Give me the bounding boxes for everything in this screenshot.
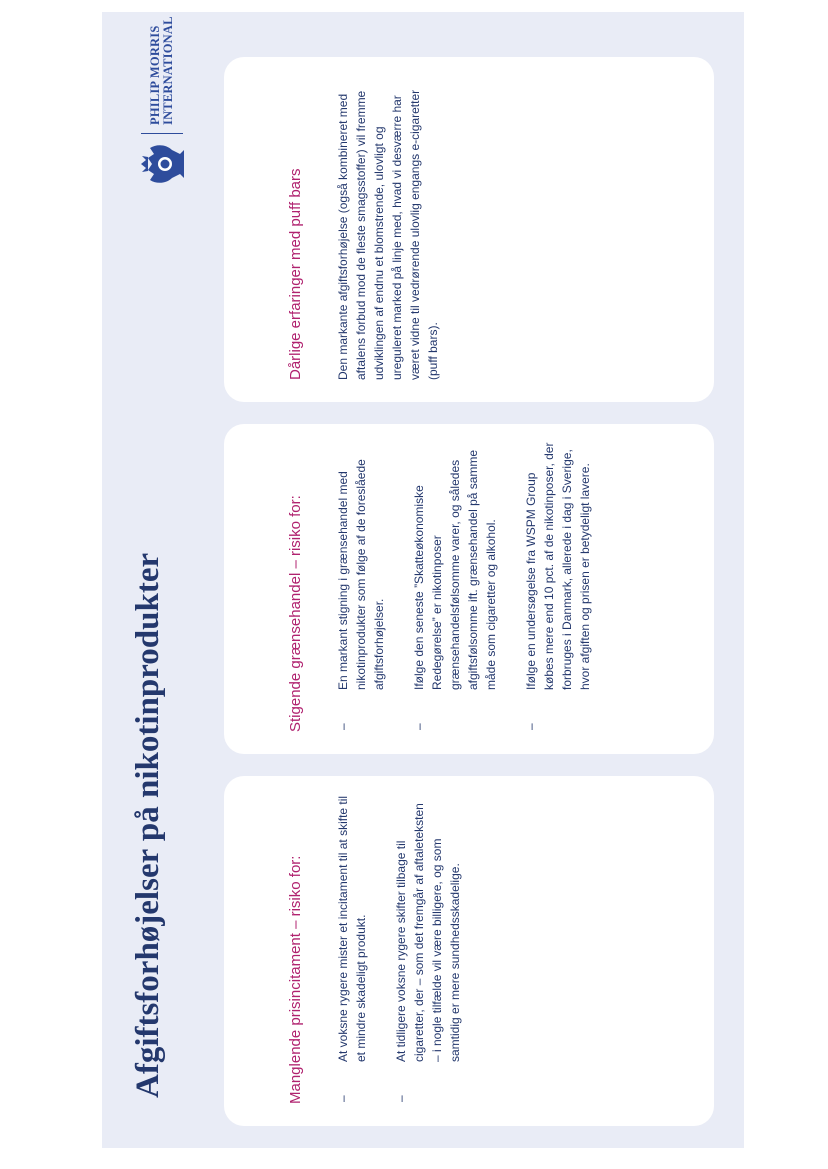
slide-content	[102, 12, 744, 1148]
list-item	[522, 442, 594, 732]
list-item	[334, 442, 388, 732]
logo-line-1: PHILIP MORRIS	[148, 25, 162, 125]
list-item	[392, 794, 464, 1104]
logo-text	[149, 16, 175, 125]
bullet-text: Ifølge den seneste ”Skatteøkonomiske Redegørelse” er nikotinposer grænsehandelsfølsomme varer, og således afgiftsfølsomme ift. grænsehandel på samme måde som cigaretter og alkohol.	[412, 449, 498, 690]
slide	[102, 12, 744, 1148]
panel-price-incentive	[224, 776, 714, 1126]
bullet-text: At voksne rygere mister et incitament til at skifte til et mindre skadeligt produkt.	[336, 795, 368, 1062]
panel-heading: Stigende grænsehandel – risiko for:	[287, 495, 304, 732]
pmi-crest-icon	[136, 140, 188, 188]
bullet-text: En markant stigning i grænsehandel med nikotinprodukter som følge af de foreslåede afgiftsforhøjelser.	[336, 459, 386, 690]
panel-border-trade	[224, 424, 714, 754]
bullet-list	[334, 794, 464, 1104]
panel-heading: Dårlige erfaringer med puff bars	[287, 168, 304, 380]
pmi-logo	[132, 16, 192, 188]
bullet-text: At tidligere voksne rygere skifter tilbage til cigaretter, der – som det fremgår af aftaleteksten – i nogle tilfælde vil være billigere, og som samtidig er mere sundhedsskadelige.	[394, 803, 462, 1062]
panel-heading: Manglende prisincitament – risiko for:	[287, 855, 304, 1104]
dash-bullet-icon: –	[412, 723, 426, 730]
panel-puff-bars	[224, 57, 714, 402]
logo-divider	[141, 133, 183, 134]
slide-title: Afgiftsforhøjelser på nikotinprodukter	[130, 552, 166, 1098]
panel-paragraph: Den markante afgiftsforhøjelse (også kombineret med aftalens forbud mod de fleste smagsstoffer) vil fremme udviklingen af endnu et blomstrende, ulovligt og ureguleret marked på linje med, hvad vi desværre har været vidne til vedrørende ulovlig engangs e-cigaretter (puff bars).	[336, 89, 440, 380]
logo-line-2: INTERNATIONAL	[161, 16, 175, 125]
dash-bullet-icon: –	[336, 1095, 350, 1102]
dash-bullet-icon: –	[394, 1095, 408, 1102]
dash-bullet-icon: –	[524, 723, 538, 730]
list-item	[334, 794, 370, 1104]
dash-bullet-icon: –	[336, 723, 350, 730]
bullet-list	[334, 442, 594, 732]
list-item	[410, 442, 500, 732]
bullet-text: Ifølge en undersøgelse fra WSPM Group købes mere end 10 pct. af de nikotinposer, der forbruges i Danmark, allerede i dag i Sverige, hvor afgiften og prisen er betydeligt lavere.	[524, 442, 592, 690]
